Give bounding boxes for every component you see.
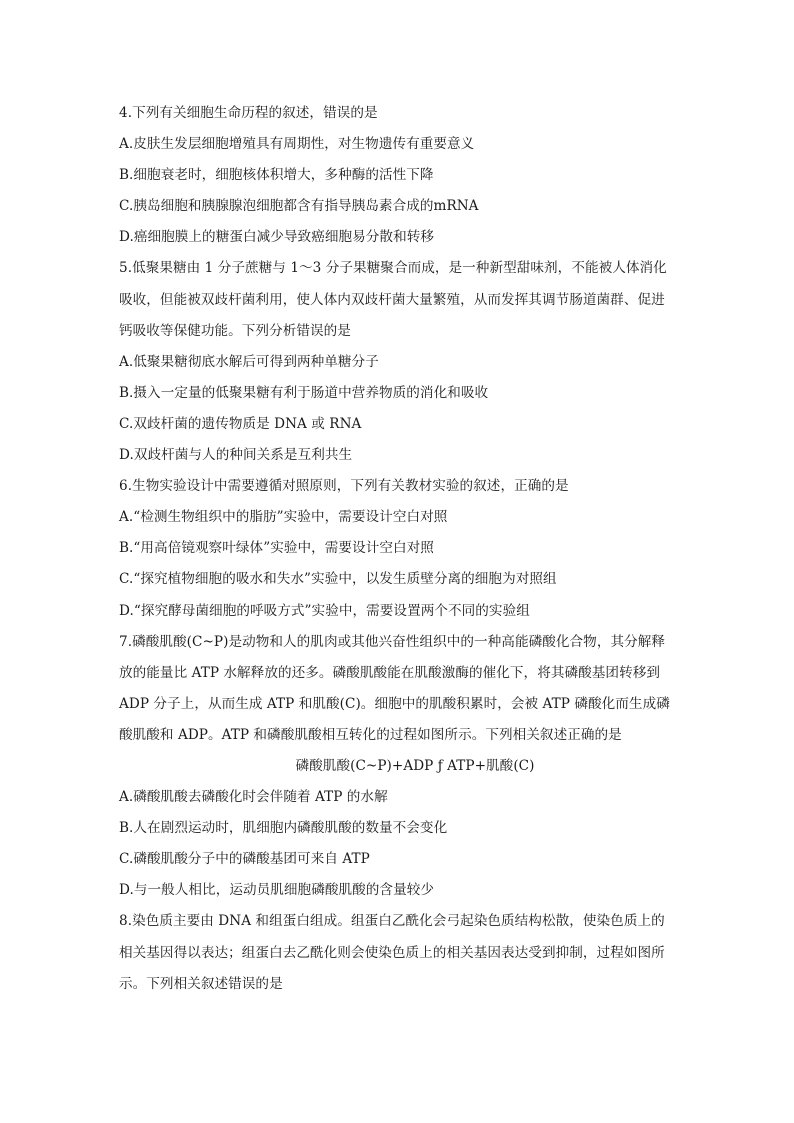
q6-stem: 6.生物实验设计中需要遵循对照原则，下列有关教材实验的叙述，正确的是	[119, 478, 569, 495]
q6-option-b: B.“用高倍镜观察叶绿体”实验中，需要设计空白对照	[119, 540, 434, 557]
q7-option-a: A.磷酸肌酸去磷酸化时会伴随着 ATP 的水解	[119, 789, 388, 806]
q5-stem-line-3: 钙吸收等保健功能。下列分析错误的是	[119, 322, 351, 339]
q5-option-d: D.双歧杆菌与人的种间关系是互利共生	[119, 447, 353, 464]
q7-stem-line-1: 7.磷酸肌酸(C~P)是动物和人的肌肉或其他兴奋性组织中的一种高能磷酸化合物，其分解释	[119, 633, 666, 650]
q6-option-a: A.“检测生物组织中的脂肪”实验中，需要设计空白对照	[119, 509, 448, 526]
q8-stem-line-2: 相关基因得以表达；组蛋白去乙酰化则会使染色质上的相关基因表达受到抑制，过程如图所	[119, 944, 665, 961]
q5-option-a: A.低聚果糖彻底水解后可得到两种单糖分子	[119, 353, 379, 370]
q6-option-c: C.“探究植物细胞的吸水和失水”实验中，以发生质壁分离的细胞为对照组	[119, 571, 557, 588]
q8-stem-line-3: 示。下列相关叙述错误的是	[119, 975, 283, 992]
q7-option-c: C.磷酸肌酸分子中的磷酸基团可来自 ATP	[119, 851, 370, 868]
q7-stem-line-4: 酸肌酸和 ADP。ATP 和磷酸肌酸相互转化的过程如图所示。下列相关叙述正确的是	[119, 726, 622, 743]
q4-option-b: B.细胞衰老时，细胞核体积增大，多种酶的活性下降	[119, 167, 434, 184]
q6-option-d: D.“探究酵母菌细胞的呼吸方式”实验中，需要设置两个不同的实验组	[119, 602, 530, 619]
question-document	[119, 98, 689, 1000]
q5-option-b: B.摄入一定量的低聚果糖有利于肠道中营养物质的消化和吸收	[119, 384, 489, 401]
q4-option-c: C.胰岛细胞和胰腺腺泡细胞都含有指导胰岛素合成的mRNA	[119, 198, 479, 215]
q7-reaction-equation: 磷酸肌酸(C~P)+ADP ƒ ATP+肌酸(C)	[295, 757, 535, 774]
q5-stem-line-1: 5.低聚果糖由 1 分子蔗糖与 1～3 分子果糖聚合而成，是一种新型甜味剂，不能被人体消化	[119, 260, 667, 277]
q7-stem-line-2: 放的能量比 ATP 水解释放的还多。磷酸肌酸能在肌酸激酶的催化下，将其磷酸基团转移到	[119, 664, 660, 681]
q4-option-a: A.皮肤生发层细胞增殖具有周期性，对生物遗传有重要意义	[119, 136, 475, 153]
q7-stem-line-3: ADP 分子上，从而生成 ATP 和肌酸(C)。细胞中的肌酸积累时，会被 ATP 磷酸化而生成磷	[119, 695, 670, 712]
q4-stem: 4.下列有关细胞生命历程的叙述，错误的是	[119, 105, 378, 121]
q8-stem-line-1: 8.染色质主要由 DNA 和组蛋白组成。组蛋白乙酰化会弓起染色质结构松散，使染色质上的	[119, 913, 665, 930]
q7-option-d: D.与一般人相比，运动员肌细胞磷酸肌酸的含量较少	[119, 882, 434, 899]
q4-option-d: D.癌细胞膜上的糖蛋白减少导致癌细胞易分散和转移	[119, 229, 434, 246]
q5-stem-line-2: 吸收，但能被双歧杆菌利用，使人体内双歧杆菌大量繁殖，从而发挥其调节肠道菌群、促进	[119, 291, 665, 308]
q7-option-b: B.人在剧烈运动时，肌细胞内磷酸肌酸的数量不会变化	[119, 820, 448, 837]
q5-option-c: C.双歧杆菌的遗传物质是 DNA 或 RNA	[119, 415, 362, 432]
